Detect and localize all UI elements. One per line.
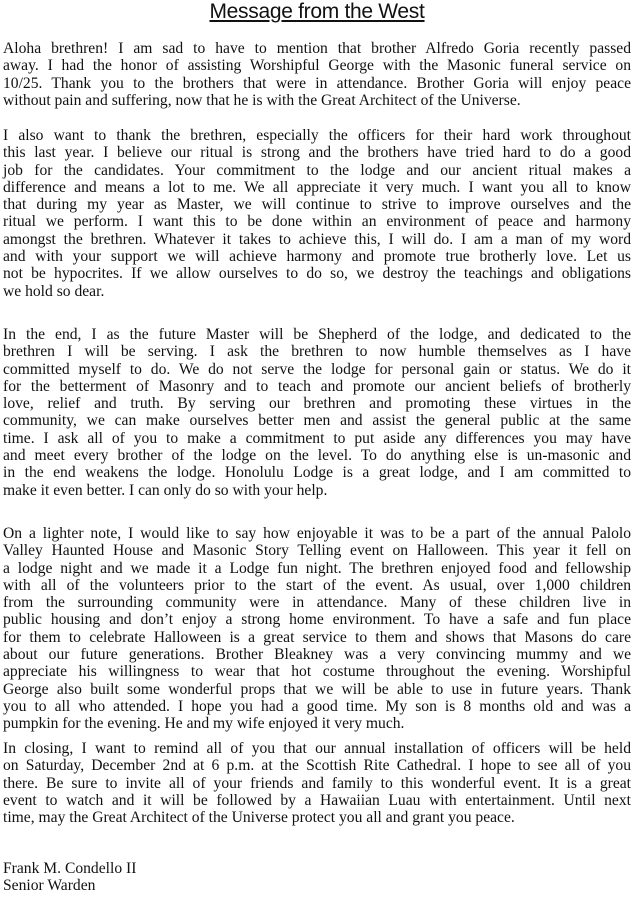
text-line: and meet every brother of the lodge on the level. To do anything else is un-masonic and	[3, 447, 631, 465]
text-line: pumpkin for the evening. He and my wife enjoyed it very much.	[3, 715, 405, 733]
text-line: we hold so dear.	[3, 282, 105, 300]
text-line: a lodge night and we made it a Lodge fun night. The brethren enjoyed food and fellowship	[3, 559, 631, 577]
text-line: for the betterment of Masonry and to teach and promote our ancient beliefs of brotherly	[3, 377, 631, 395]
text-line: time. I ask all of you to make a commitment to put aside any differences you may have	[3, 429, 631, 447]
text-line: I also want to thank the brethren, especially the officers for their hard work throughout	[3, 127, 631, 144]
text-line: without pain and suffering, now that he is with the Great Architect of the Universe.	[3, 91, 521, 109]
signature-role: Senior Warden	[3, 877, 96, 895]
text-line: Valley Haunted House and Masonic Story Telling event on Halloween. This year it fell on	[3, 542, 631, 560]
text-line: difference and means a lot to me. We all appreciate it very much. I want you all to know	[3, 178, 631, 196]
paragraph-halloween	[3, 525, 631, 733]
text-line: In closing, I want to remind all of you that our annual installation of officers will be held	[3, 740, 631, 757]
text-line: with all of the volunteers prior to the start of the event. As usual, over 1,000 children	[3, 576, 631, 594]
paragraph-closing	[3, 740, 631, 826]
text-line: public housing and don’t enjoy a strong home environment. To have a safe and fun place	[3, 611, 631, 629]
paragraph-condolence	[3, 40, 631, 109]
text-line: On a lighter note, I would like to say how enjoyable it was to be a part of the annual Palolo	[3, 525, 631, 542]
text-line: ritual we perform. I want this to be done within an environment of peace and harmony	[3, 213, 631, 231]
text-line: on Saturday, December 2nd at 6 p.m. at the Scottish Rite Cathedral. I hope to see all of you	[3, 757, 631, 775]
text-line: amongst the brethren. Whatever it takes to achieve this, I will do. I am a man of my word	[3, 230, 631, 248]
text-line: there. Be sure to invite all of your friends and family to this wonderful event. It is a great	[3, 774, 631, 792]
text-line: and with your support we will achieve harmony and promote true brotherly love. Let us	[3, 248, 631, 266]
text-line: away. I had the honor of assisting Worshipful George with the Masonic funeral service on	[3, 57, 631, 75]
text-line: appreciate his willingness to wear that hot costume throughout the evening. Worshipful	[3, 663, 631, 681]
text-line: about our future generations. Brother Bleakney was a very convincing mummy and we	[3, 646, 631, 664]
text-line: 10/25. Thank you to the brothers that were in attendance. Brother Goria will enjoy peace	[3, 74, 631, 92]
text-line: in the end weakens the lodge. Honolulu Lodge is a great lodge, and I am committed to	[3, 464, 631, 482]
text-line: love, relief and truth. By serving our brethren and promoting these virtues in the	[3, 395, 631, 413]
text-line: event to watch and it will be followed by a Hawaiian Luau with entertainment. Until next	[3, 791, 631, 809]
text-line: job for the candidates. Your commitment to the lodge and our ancient ritual makes a	[3, 161, 631, 179]
text-line: George also built some wonderful props that we will be able to use in future years. Thank	[3, 680, 631, 698]
text-line: committed myself to do. We do not serve the lodge for personal gain or status. We do it	[3, 360, 631, 378]
text-line: brethren I will be serving. I ask the brethren to now humble themselves as I have	[3, 343, 631, 361]
text-line: from the surrounding community were in attendance. Many of these children live in	[3, 594, 631, 612]
text-line: for them to celebrate Halloween is a great service to them and shows that Masons do care	[3, 628, 631, 646]
paragraph-thanks	[3, 127, 631, 300]
text-line: this last year. I believe our ritual is strong and the brothers have tried hard to do a good	[3, 144, 631, 162]
text-line: Aloha brethren! I am sad to have to mention that brother Alfredo Goria recently passed	[3, 40, 631, 57]
paragraph-shepherd	[3, 326, 631, 499]
text-line: time, may the Great Architect of the Universe protect you all and grant you peace.	[3, 809, 515, 827]
text-line: you to all who attended. I hope you had a good time. My son is 8 months old and was a	[3, 697, 631, 715]
text-line: make it even better. I can only do so with your help.	[3, 481, 328, 499]
text-line: community, we can make ourselves better men and assist the general public at the same	[3, 412, 631, 430]
signature-block	[3, 860, 136, 895]
page-title: Message from the West	[209, 0, 425, 23]
text-line: In the end, I as the future Master will be Shepherd of the lodge, and dedicated to the	[3, 326, 631, 343]
signature-name: Frank M. Condello II	[3, 860, 137, 877]
text-line: not be hypocrites. If we allow ourselves to do so, we destroy the teachings and obligations	[3, 265, 631, 283]
text-line: that during my year as Master, we will continue to strive to improve ourselves and the	[3, 196, 631, 214]
